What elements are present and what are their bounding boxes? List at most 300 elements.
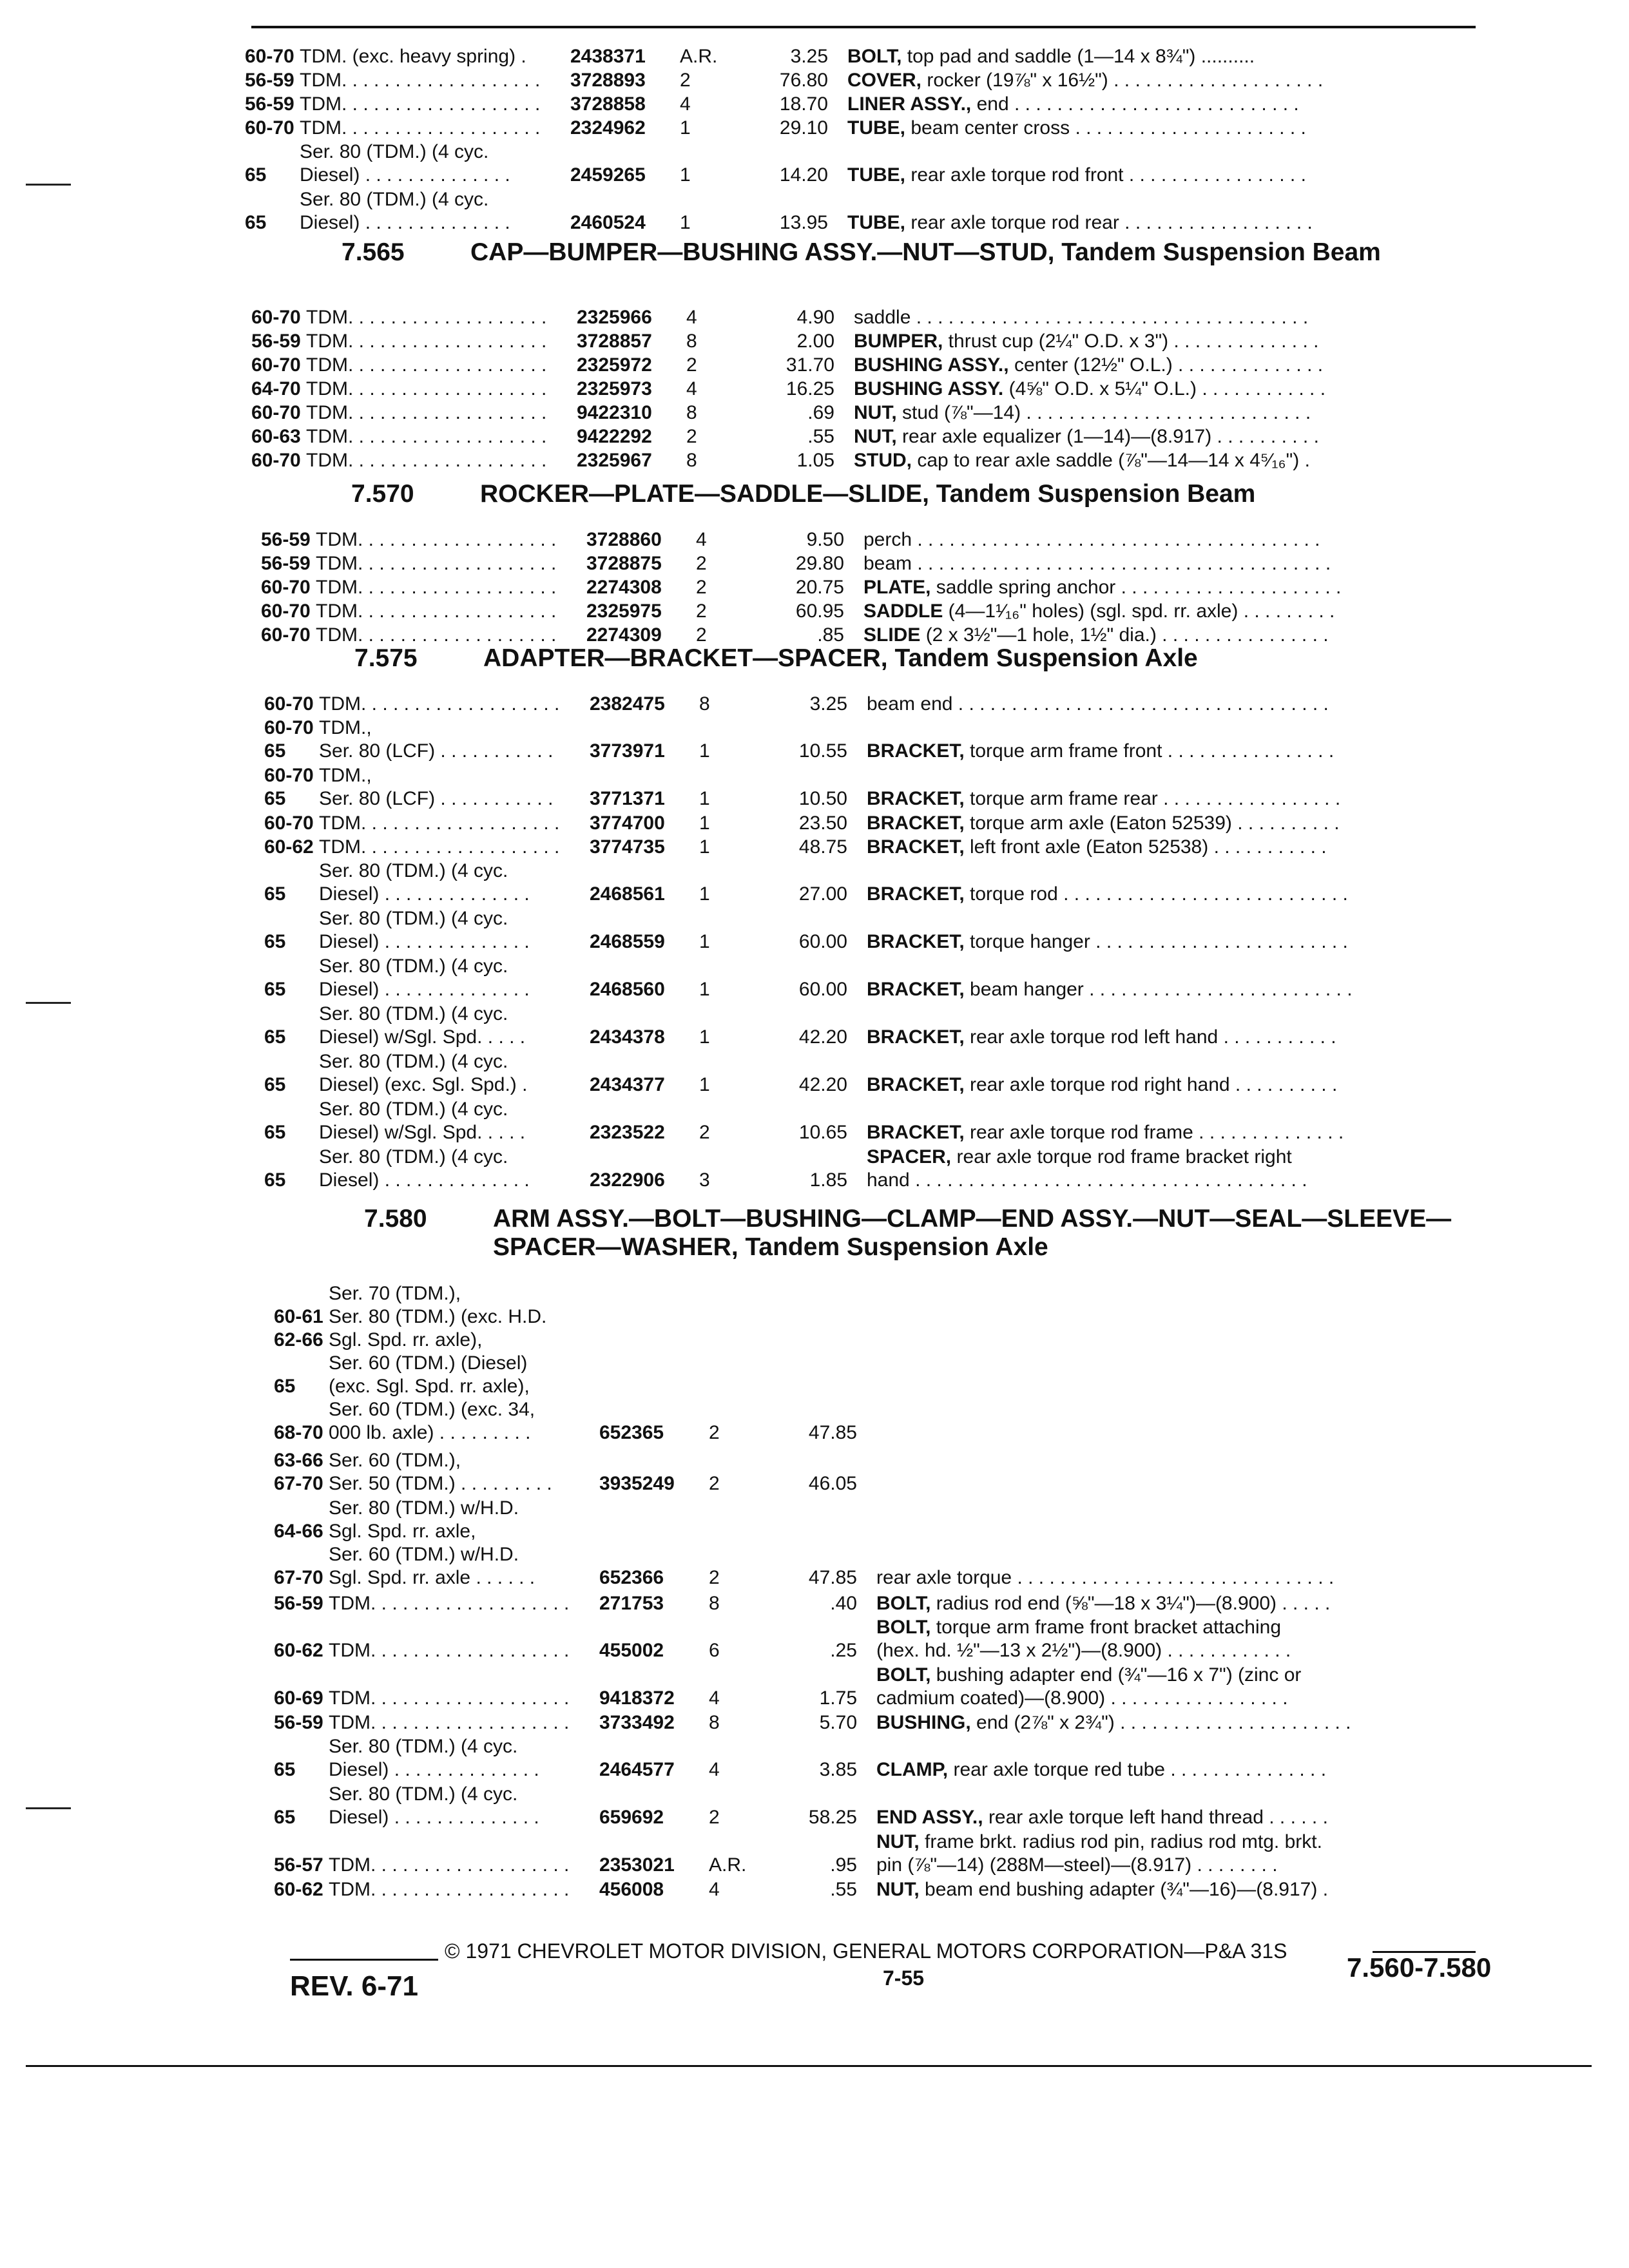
model-cell: Ser. 70 (TDM.), Ser. 80 (TDM.) (exc. H.D. Sgl. Spd. rr. axle), Ser. 60 (TDM.) (Diesel) (exc. Sgl. Spd. rr. axle), Ser. 60 (TDM.) (exc. 34, 000 lb. axle) . . . . . . . . . [329, 1283, 547, 1443]
description-cell [834, 306, 1434, 329]
part-number-cell: 2325975 [586, 601, 662, 622]
description-text: beam hanger . . . . . . . . . . . . . . . . . . . . . . . . . [964, 979, 1353, 1000]
model-cell: TDM. . . . . . . . . . . . . . . . . . . [300, 117, 541, 139]
part-number-cell: 2460524 [570, 212, 646, 233]
part-number-cell: 3773971 [590, 740, 665, 762]
description-keyword: BRACKET, [867, 1074, 965, 1095]
year-cell: 65 [264, 883, 286, 905]
price-cell: .55 [830, 1879, 857, 1900]
description-text: saddle . . . . . . . . . . . . . . . . . . . . . . . . . . . . . . . . . . . . . [854, 307, 1309, 328]
price-cell: 1.85 [809, 1169, 847, 1191]
table-row [251, 354, 1434, 377]
table-row [274, 1664, 1456, 1710]
description-text: (2 x 3½"—1 hole, 1½" dia.) . . . . . . . . . . . . . . . . [920, 624, 1329, 646]
description-keyword: TUBE, [847, 164, 905, 186]
price-cell: 60.95 [795, 601, 844, 622]
table-row [251, 449, 1434, 472]
model-cell: TDM. . . . . . . . . . . . . . . . . . . [306, 331, 547, 352]
description-keyword: BRACKET, [867, 788, 965, 809]
price-cell: 9.50 [806, 529, 844, 550]
year-cell: 65 [274, 1759, 296, 1780]
year-cell: 60-61 62-66 65 68-70 [274, 1306, 323, 1443]
section-range: 7.560-7.580 [1347, 1952, 1492, 1983]
model-cell: Ser. 80 (TDM.) (4 cyc. Diesel) . . . . . . . . . . . . . . [319, 860, 530, 905]
description-text: torque arm frame rear . . . . . . . . . . . . . . . . . [964, 788, 1341, 809]
part-number-cell: 2274309 [586, 624, 662, 646]
year-cell: 60-70 [251, 402, 301, 423]
section-number: 7.570 [351, 480, 414, 508]
model-cell: TDM. . . . . . . . . . . . . . . . . . . [329, 1640, 570, 1661]
price-cell: 60.00 [798, 931, 847, 952]
part-number-cell: 3935249 [599, 1473, 675, 1494]
quantity-cell: 2 [696, 601, 707, 622]
model-cell: Ser. 80 (TDM.) (4 cyc. Diesel) w/Sgl. Spd. . . . . [319, 1099, 526, 1143]
part-number-cell: 2353021 [599, 1854, 675, 1876]
price-cell: 46.05 [808, 1473, 857, 1494]
table-row [274, 1616, 1456, 1662]
description-cell [844, 552, 1443, 575]
year-cell: 60-70 [251, 354, 301, 376]
description-text: rocker (19⅞" x 16½") . . . . . . . . . . . . . . . . . . . . [921, 70, 1324, 91]
part-number-cell: 2468559 [590, 931, 665, 952]
model-cell: TDM. . . . . . . . . . . . . . . . . . . [306, 354, 547, 376]
part-number-cell: 271753 [599, 1593, 664, 1614]
quantity-cell: 2 [709, 1567, 720, 1588]
table-row [274, 1735, 1456, 1782]
model-cell: TDM. . . . . . . . . . . . . . . . . . . [319, 836, 560, 858]
description-text: (4⅝" O.D. x 5¼" O.L.) . . . . . . . . . . . . [1003, 378, 1326, 399]
top-rule [251, 26, 1476, 28]
year-cell: 65 [264, 1169, 286, 1191]
model-cell: Ser. 80 (TDM.) (4 cyc. Diesel) . . . . . . . . . . . . . . [319, 1146, 530, 1191]
part-number-cell: 3774700 [590, 812, 665, 834]
year-cell: 56-59 [261, 529, 311, 550]
price-cell: 29.80 [795, 553, 844, 574]
part-number-cell: 3774735 [590, 836, 665, 858]
description-text: perch . . . . . . . . . . . . . . . . . . . . . . . . . . . . . . . . . . . . . . [863, 529, 1320, 550]
quantity-cell: 1 [699, 1074, 710, 1095]
binder-mark [26, 1807, 71, 1809]
part-number-cell: 3728858 [570, 93, 646, 115]
quantity-cell: 2 [699, 1122, 710, 1143]
price-cell: .69 [807, 402, 834, 423]
description-keyword: BUSHING ASSY., [854, 354, 1009, 376]
quantity-cell: 2 [696, 577, 707, 598]
description-text: (4—1¹⁄₁₆" holes) (sgl. spd. rr. axle) . . . . . . . . . [943, 601, 1335, 622]
part-number-cell: 3733492 [599, 1712, 675, 1733]
description-text: rear axle torque rod front . . . . . . . . . . . . . . . . . [905, 164, 1306, 186]
quantity-cell: 2 [696, 624, 707, 646]
model-cell: TDM. . . . . . . . . . . . . . . . . . . [319, 693, 560, 715]
description-keyword: BUSHING, [876, 1712, 971, 1733]
quantity-cell: 8 [709, 1712, 720, 1733]
section-title: ARM ASSY.—BOLT—BUSHING—CLAMP—END ASSY.—NUT—SEAL—SLEEVE—SPACER—WASHER, Tandem Suspension Axle [493, 1205, 1452, 1261]
part-number-cell: 2438371 [570, 46, 646, 67]
price-cell: 47.85 [808, 1567, 857, 1588]
description-keyword: COVER, [847, 70, 922, 91]
quantity-cell: 8 [686, 450, 697, 471]
model-cell: TDM. . . . . . . . . . . . . . . . . . . [316, 624, 557, 646]
description-keyword: BUMPER, [854, 331, 943, 352]
description-cell [828, 211, 1427, 235]
description-cell [834, 401, 1434, 425]
year-cell: 56-59 [245, 93, 294, 115]
quantity-cell: 1 [699, 812, 710, 834]
price-cell: 27.00 [798, 883, 847, 905]
quantity-cell: 2 [696, 553, 707, 574]
quantity-cell: 2 [709, 1807, 720, 1828]
description-text: saddle spring anchor . . . . . . . . . . . . . . . . . . . . . [930, 577, 1342, 598]
quantity-cell: 1 [699, 788, 710, 809]
page-number: 7-55 [883, 1966, 925, 1990]
description-cell [834, 425, 1434, 448]
year-cell: 56-59 [245, 70, 294, 91]
model-cell: TDM. . . . . . . . . . . . . . . . . . . [306, 426, 547, 447]
quantity-cell: 4 [709, 1879, 720, 1900]
revision-label: REV. 6-71 [290, 1970, 418, 2002]
description-cell [857, 1592, 1456, 1615]
quantity-cell: 4 [709, 1759, 720, 1780]
model-cell: Ser. 80 (TDM.) (4 cyc. Diesel) . . . . . . . . . . . . . . [300, 189, 510, 233]
quantity-cell: 8 [686, 402, 697, 423]
description-cell [828, 93, 1427, 116]
year-cell: 56-59 [274, 1593, 323, 1614]
description-keyword: BOLT, [876, 1617, 931, 1638]
description-keyword: BRACKET, [867, 812, 965, 834]
section-title: ADAPTER—BRACKET—SPACER, Tandem Suspension Axle [483, 644, 1198, 672]
description-text: beam . . . . . . . . . . . . . . . . . . . . . . . . . . . . . . . . . . . . . . . [863, 553, 1331, 574]
table-row [274, 1783, 1456, 1829]
year-cell: 64-70 [251, 378, 301, 399]
description-text: rear axle torque rod right hand . . . . . . . . . . [964, 1074, 1338, 1095]
price-cell: 42.20 [798, 1026, 847, 1048]
model-cell: Ser. 80 (TDM.) (4 cyc. Diesel) . . . . . . . . . . . . . . [329, 1783, 539, 1828]
section-header [351, 480, 1511, 508]
description-cell [834, 378, 1434, 401]
table-row [245, 69, 1427, 92]
description-text: cap to rear axle saddle (⅞"—14—14 x 4⁵⁄₁₆") . [912, 450, 1310, 471]
year-cell: 60-70 [264, 693, 314, 715]
description-text: torque arm frame front bracket attaching (hex. hd. ½"—13 x 2½")—(8.900) . . . . . . . . . . . . [876, 1617, 1291, 1661]
description-keyword: NUT, [876, 1831, 920, 1852]
part-number-cell: 2324962 [570, 117, 646, 139]
quantity-cell: 3 [699, 1169, 710, 1191]
description-keyword: PLATE, [863, 577, 931, 598]
part-number-cell: 2274308 [586, 577, 662, 598]
model-cell: TDM. . . . . . . . . . . . . . . . . . . [329, 1712, 570, 1733]
part-number-cell: 2325967 [577, 450, 652, 471]
part-number-cell: 3728857 [577, 331, 652, 352]
part-number-cell: 2322906 [590, 1169, 665, 1191]
description-text: rear axle torque rod frame . . . . . . . . . . . . . . [964, 1122, 1344, 1143]
table-row [261, 528, 1443, 552]
year-cell: 60-63 [251, 426, 301, 447]
description-keyword: TUBE, [847, 117, 905, 139]
model-cell: TDM., Ser. 80 (LCF) . . . . . . . . . . . [319, 717, 554, 762]
quantity-cell: 8 [709, 1593, 720, 1614]
year-cell: 65 [274, 1807, 296, 1828]
price-cell: 4.90 [796, 307, 834, 328]
price-cell: .95 [830, 1854, 857, 1876]
part-number-cell: 456008 [599, 1879, 664, 1900]
model-cell: TDM. . . . . . . . . . . . . . . . . . . [306, 402, 547, 423]
model-cell: TDM., Ser. 80 (LCF) . . . . . . . . . . . [319, 765, 554, 809]
description-keyword: BRACKET, [867, 979, 965, 1000]
quantity-cell: 4 [709, 1687, 720, 1709]
description-keyword: BOLT, [876, 1593, 931, 1614]
description-cell [834, 330, 1434, 353]
description-keyword: NUT, [854, 402, 897, 423]
model-cell: TDM. . . . . . . . . . . . . . . . . . . [319, 812, 560, 834]
year-cell: 60-62 [274, 1879, 323, 1900]
model-cell: TDM. . . . . . . . . . . . . . . . . . . [306, 378, 547, 399]
year-cell: 60-70 [264, 812, 314, 834]
year-cell: 65 [245, 164, 267, 186]
description-cell [828, 164, 1427, 187]
table-row [274, 1282, 1456, 1445]
description-cell [828, 69, 1427, 92]
price-cell: 13.95 [779, 212, 828, 233]
description-cell [857, 1831, 1456, 1877]
model-cell: TDM. . . . . . . . . . . . . . . . . . . [329, 1854, 570, 1876]
year-cell: 60-69 [274, 1687, 323, 1709]
table-row [261, 600, 1443, 623]
price-cell: 60.00 [798, 979, 847, 1000]
quantity-cell: 2 [709, 1473, 720, 1494]
description-keyword: CLAMP, [876, 1759, 949, 1780]
model-cell: Ser. 60 (TDM.), Ser. 50 (TDM.) . . . . . . . . . [329, 1450, 552, 1494]
model-cell: TDM. . . . . . . . . . . . . . . . . . . [316, 577, 557, 598]
part-number-cell: 2464577 [599, 1759, 675, 1780]
part-number-cell: 2325973 [577, 378, 652, 399]
part-number-cell: 2468561 [590, 883, 665, 905]
price-cell: 1.75 [819, 1687, 857, 1709]
part-number-cell: 9418372 [599, 1687, 675, 1709]
price-cell: 14.20 [779, 164, 828, 186]
price-cell: .55 [807, 426, 834, 447]
description-text: center (12½" O.L.) . . . . . . . . . . . . . . [1008, 354, 1324, 376]
description-keyword: BRACKET, [867, 883, 965, 905]
description-text: rear axle torque rod rear . . . . . . . . . . . . . . . . . . [905, 212, 1313, 233]
table-row [264, 1098, 1447, 1144]
quantity-cell: 6 [709, 1640, 720, 1661]
price-cell: 1.05 [796, 450, 834, 471]
table-row [264, 955, 1447, 1001]
table-row [245, 93, 1427, 116]
description-keyword: TUBE, [847, 212, 905, 233]
price-cell: 3.85 [819, 1759, 857, 1780]
description-cell [847, 836, 1447, 859]
description-keyword: SLIDE [863, 624, 921, 646]
description-cell [844, 528, 1443, 552]
description-text: end (2⅞" x 2¾") . . . . . . . . . . . . . . . . . . . . . . [970, 1712, 1351, 1733]
quantity-cell: 4 [686, 307, 697, 328]
quantity-cell: 1 [680, 212, 691, 233]
table-row [251, 306, 1434, 329]
price-cell: 31.70 [786, 354, 834, 376]
price-cell: 58.25 [808, 1807, 857, 1828]
description-text: torque hanger . . . . . . . . . . . . . . . . . . . . . . . . [964, 931, 1348, 952]
description-keyword: NUT, [876, 1879, 920, 1900]
description-cell [857, 1878, 1456, 1901]
part-number-cell: 652366 [599, 1567, 664, 1588]
description-cell [828, 45, 1427, 68]
description-cell [857, 1616, 1456, 1662]
price-cell: 20.75 [795, 577, 844, 598]
description-text: rear axle torque red tube . . . . . . . . . . . . . . . [948, 1759, 1327, 1780]
description-cell [847, 740, 1447, 763]
model-cell: TDM. . . . . . . . . . . . . . . . . . . [316, 553, 557, 574]
description-keyword: BUSHING ASSY. [854, 378, 1004, 399]
description-text: radius rod end (⅝"—18 x 3¼")—(8.900) . . . . . [930, 1593, 1331, 1614]
price-cell: 47.85 [808, 1422, 857, 1443]
price-cell: 76.80 [779, 70, 828, 91]
description-keyword: BRACKET, [867, 1122, 965, 1143]
quantity-cell: 1 [699, 883, 710, 905]
model-cell: TDM. . . . . . . . . . . . . . . . . . . [316, 529, 557, 550]
part-number-cell: 3728893 [570, 70, 646, 91]
year-cell: 60-70 [251, 307, 301, 328]
table-row [251, 378, 1434, 401]
quantity-cell: 1 [680, 164, 691, 186]
part-number-cell: 2434378 [590, 1026, 665, 1048]
description-cell [847, 1146, 1447, 1192]
quantity-cell: 1 [699, 1026, 710, 1048]
description-cell [847, 1026, 1447, 1049]
description-keyword: LINER ASSY., [847, 93, 972, 115]
copyright-line: © 1971 CHEVROLET MOTOR DIVISION, GENERAL MOTORS CORPORATION—P&A 31S [445, 1939, 1287, 1963]
description-text: beam end . . . . . . . . . . . . . . . . . . . . . . . . . . . . . . . . . . . [867, 693, 1329, 715]
section-header [342, 238, 1501, 267]
price-cell: .85 [817, 624, 844, 646]
table-row [264, 1146, 1447, 1192]
description-text: rear axle torque rod frame bracket right hand . . . . . . . . . . . . . . . . . . . . . . . . . . . . . . . . . . . . . [867, 1146, 1307, 1191]
description-text: torque rod . . . . . . . . . . . . . . . . . . . . . . . . . . . [964, 883, 1348, 905]
description-keyword: END ASSY., [876, 1807, 983, 1828]
description-text: thrust cup (2¼" O.D. x 3") . . . . . . . . . . . . . . [943, 331, 1319, 352]
description-cell [844, 600, 1443, 623]
model-cell: TDM. . . . . . . . . . . . . . . . . . . [300, 93, 541, 115]
description-text: top pad and saddle (1—14 x 8¾") .......... [901, 46, 1255, 67]
part-number-cell: 455002 [599, 1640, 664, 1661]
year-cell: 60-62 [264, 836, 314, 858]
year-cell: 60-62 [274, 1640, 323, 1661]
year-cell: 60-70 65 [264, 717, 314, 762]
model-cell: Ser. 80 (TDM.) (4 cyc. Diesel) . . . . . . . . . . . . . . [319, 956, 530, 1000]
description-text: stud (⅞"—14) . . . . . . . . . . . . . . . . . . . . . . . . . . . [896, 402, 1311, 423]
description-keyword: NUT, [854, 426, 897, 447]
price-cell: 3.25 [790, 46, 828, 67]
description-text: left front axle (Eaton 52538) . . . . . . . . . . . [964, 836, 1327, 858]
quantity-cell: 8 [699, 693, 710, 715]
price-cell: 42.20 [798, 1074, 847, 1095]
table-row [245, 117, 1427, 140]
year-cell: 64-66 67-70 [274, 1521, 323, 1588]
description-text: beam center cross . . . . . . . . . . . . . . . . . . . . . . [905, 117, 1306, 139]
price-cell: .40 [830, 1593, 857, 1614]
description-keyword: BRACKET, [867, 740, 965, 762]
quantity-cell: A.R. [709, 1854, 747, 1876]
part-number-cell: 9422292 [577, 426, 652, 447]
description-cell [847, 930, 1447, 954]
table-row [264, 836, 1447, 859]
quantity-cell: 2 [709, 1422, 720, 1443]
price-cell: 16.25 [786, 378, 834, 399]
description-keyword: BRACKET, [867, 836, 965, 858]
year-cell: 60-70 [245, 117, 294, 139]
table-row [264, 1003, 1447, 1049]
model-cell: TDM. . . . . . . . . . . . . . . . . . . [316, 601, 557, 622]
table-row [274, 1497, 1456, 1590]
model-cell: Ser. 80 (TDM.) (4 cyc. Diesel) . . . . . . . . . . . . . . [329, 1736, 539, 1780]
year-cell: 56-57 [274, 1854, 323, 1876]
year-cell: 65 [264, 1122, 286, 1143]
part-number-cell: 2434377 [590, 1074, 665, 1095]
section-header [354, 644, 1514, 673]
footer-left-rule [290, 1959, 438, 1961]
bottom-rule [26, 2065, 1592, 2067]
description-keyword: SPACER, [867, 1146, 952, 1168]
table-row [251, 401, 1434, 425]
table-row [274, 1711, 1456, 1735]
table-row [264, 812, 1447, 835]
part-number-cell: 3771371 [590, 788, 665, 809]
description-text: frame brkt. radius rod pin, radius rod mtg. brkt. pin (⅞"—14) (288M—steel)—(8.917) . . . . . . . . [876, 1831, 1322, 1876]
price-cell: 23.50 [798, 812, 847, 834]
description-cell [857, 1664, 1456, 1710]
table-row [264, 716, 1447, 763]
description-cell [847, 787, 1447, 811]
model-cell: TDM. . . . . . . . . . . . . . . . . . . [300, 70, 541, 91]
quantity-cell: 1 [699, 979, 710, 1000]
quantity-cell: 8 [686, 331, 697, 352]
price-cell: 5.70 [819, 1712, 857, 1733]
description-keyword: BOLT, [847, 46, 902, 67]
year-cell: 60-70 [245, 46, 294, 67]
description-cell [847, 978, 1447, 1001]
table-row [261, 624, 1443, 647]
binder-mark [26, 1002, 71, 1004]
description-text: rear axle torque . . . . . . . . . . . . . . . . . . . . . . . . . . . . . . [876, 1567, 1335, 1588]
model-cell: Ser. 80 (TDM.) (4 cyc. Diesel) . . . . . . . . . . . . . . [319, 908, 530, 952]
table-row [245, 45, 1427, 68]
table-row [264, 693, 1447, 716]
description-keyword: BRACKET, [867, 931, 965, 952]
description-text: rear axle equalizer (1—14)—(8.917) . . . . . . . . . . [896, 426, 1319, 447]
table-row [245, 188, 1427, 235]
year-cell: 60-70 65 [264, 765, 314, 809]
model-cell: TDM. . . . . . . . . . . . . . . . . . . [329, 1593, 570, 1614]
description-cell [857, 1566, 1456, 1590]
price-cell: 29.10 [779, 117, 828, 139]
description-cell [844, 624, 1443, 647]
quantity-cell: 2 [686, 426, 697, 447]
binder-mark [26, 184, 71, 186]
quantity-cell: 1 [699, 931, 710, 952]
description-text: beam end bushing adapter (¾"—16)—(8.917) . [919, 1879, 1329, 1900]
price-cell: 18.70 [779, 93, 828, 115]
year-cell: 65 [245, 212, 267, 233]
year-cell: 56-59 [251, 331, 301, 352]
section-title: CAP—BUMPER—BUSHING ASSY.—NUT—STUD, Tandem Suspension Beam [470, 238, 1381, 266]
model-cell: Ser. 80 (TDM.) (4 cyc. Diesel) (exc. Sgl. Spd.) . [319, 1051, 528, 1095]
model-cell: Ser. 80 (TDM.) (4 cyc. Diesel) w/Sgl. Spd. . . . . [319, 1003, 526, 1048]
section-title: ROCKER—PLATE—SADDLE—SLIDE, Tandem Suspension Beam [480, 480, 1256, 508]
table-row [251, 425, 1434, 448]
year-cell: 56-59 [274, 1712, 323, 1733]
price-cell: 10.50 [798, 788, 847, 809]
model-cell: Ser. 80 (TDM.) (4 cyc. Diesel) . . . . . . . . . . . . . . [300, 141, 510, 186]
